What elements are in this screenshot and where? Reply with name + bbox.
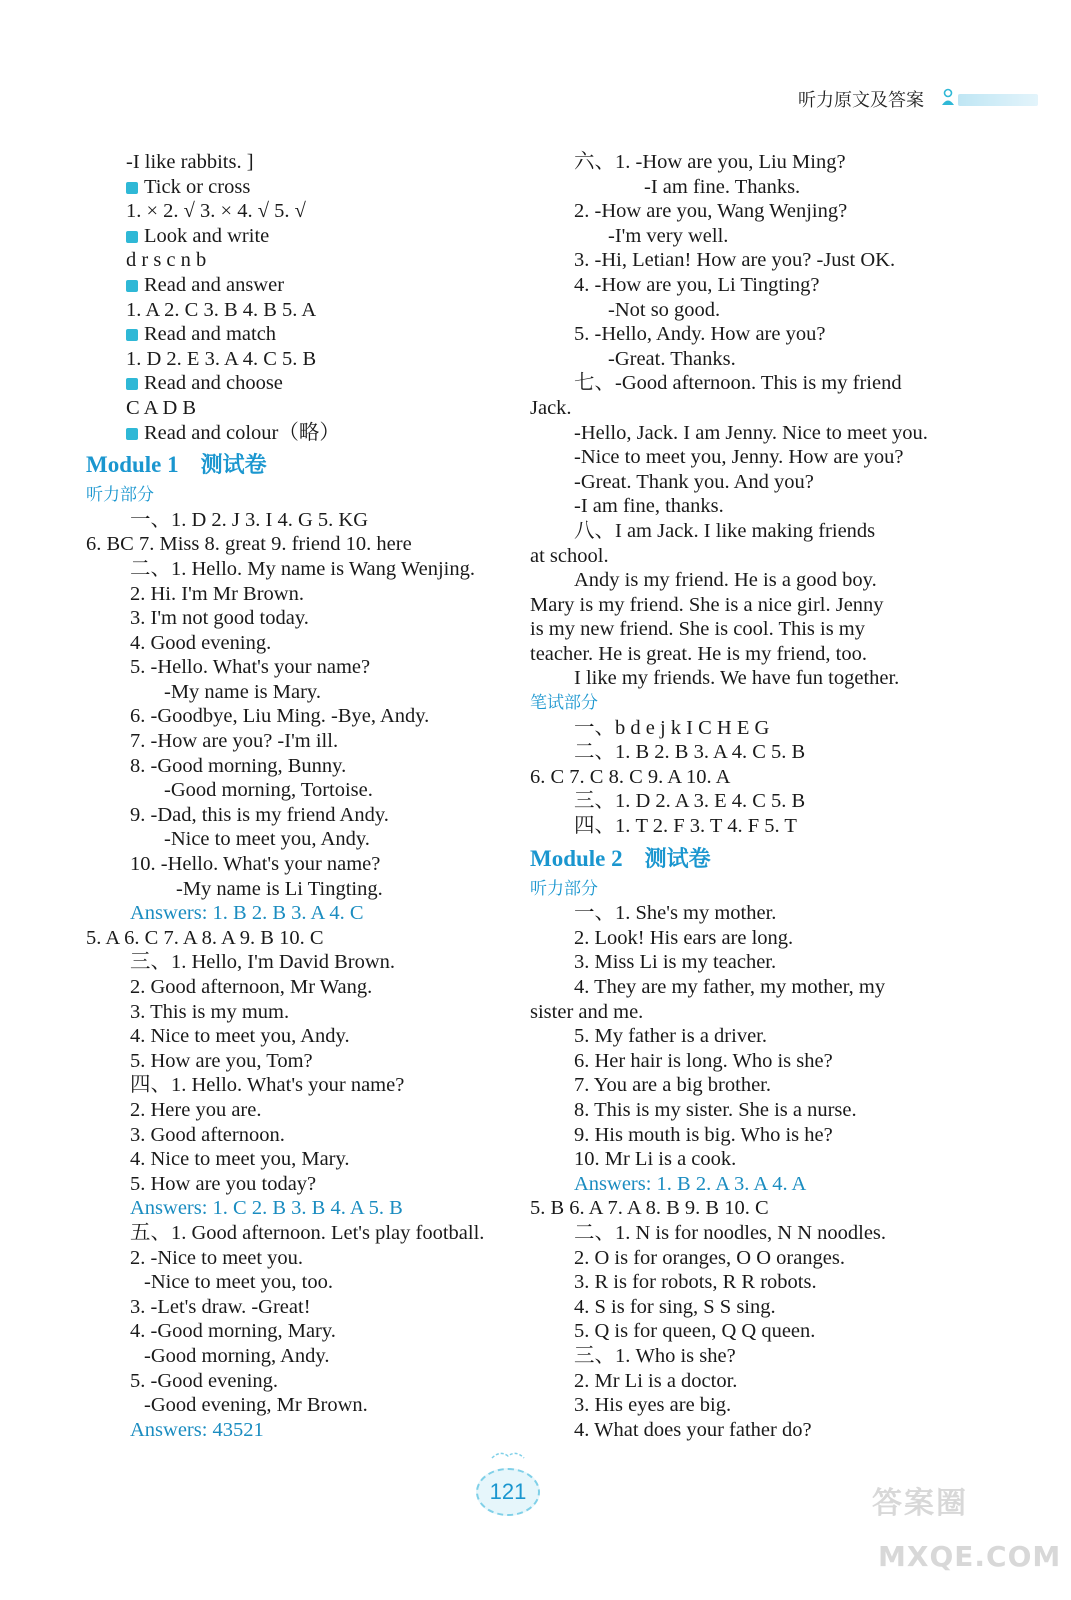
line-text: 3. Miss Li is my teacher. <box>574 951 777 974</box>
line-text: 5. A 6. C 7. A 8. A 9. B 10. C <box>86 926 324 949</box>
line-text: Answers: 1. C 2. B 3. B 4. A 5. B <box>130 1197 403 1220</box>
line-text: 4. -How are you, Li Tingting? <box>574 273 820 296</box>
line-text: 一、1. She's my mother. <box>574 902 777 925</box>
text-line <box>86 606 486 631</box>
text-line <box>530 1024 930 1049</box>
line-text: 2. -How are you, Wang Wenjing? <box>574 200 848 223</box>
text-line <box>86 347 486 372</box>
line-text: 9. His mouth is big. Who is he? <box>574 1123 833 1146</box>
text-line <box>530 1147 930 1172</box>
module-subtitle: 测试卷 <box>644 846 711 872</box>
text-line <box>530 1123 930 1148</box>
text-line <box>86 778 486 803</box>
line-text: 4. What does your father do? <box>574 1418 812 1441</box>
square-bullet-icon <box>126 378 138 390</box>
line-text: 4. They are my father, my mother, my <box>574 976 886 998</box>
line-text: 3. This is my mum. <box>130 1000 290 1023</box>
line-text: 10. -Hello. What's your name? <box>130 853 381 876</box>
line-text: 2. Good afternoon, Mr Wang. <box>130 976 373 998</box>
line-text: 1. × 2. √ 3. × 4. √ 5. √ <box>126 200 306 223</box>
text-line <box>86 1098 486 1123</box>
line-text: Tick or cross <box>144 175 251 198</box>
line-text: Answers: 1. B 2. A 3. A 4. A <box>574 1172 807 1195</box>
text-line <box>530 765 930 790</box>
line-text: 一、1. D 2. J 3. I 4. G 5. KG <box>130 508 369 531</box>
text-line <box>530 1344 930 1369</box>
text-line <box>86 1319 486 1344</box>
text-line <box>86 1270 486 1295</box>
exercise-heading <box>86 273 486 298</box>
text-line <box>86 248 486 273</box>
text-line <box>530 298 930 323</box>
line-text: 2. Mr Li is a doctor. <box>574 1369 738 1392</box>
line-text: 7. -How are you? -I'm ill. <box>130 730 339 753</box>
line-text: 5. -Hello, Andy. How are you? <box>574 323 826 346</box>
left-column <box>86 150 486 1442</box>
line-text: 三、1. D 2. A 3. E 4. C 5. B <box>574 790 806 813</box>
module-heading <box>86 447 486 483</box>
text-line <box>530 273 930 298</box>
line-text: -My name is Li Tingting. <box>176 877 383 900</box>
exercise-heading <box>86 322 486 347</box>
exercise-heading <box>86 224 486 249</box>
text-line <box>530 593 930 618</box>
line-text: -Nice to meet you, Andy. <box>164 828 370 851</box>
line-text: -Nice to meet you, Jenny. How are you? <box>574 446 904 469</box>
line-text: 四、1. T 2. F 3. T 4. F 5. T <box>574 815 797 838</box>
line-text: Read and match <box>144 323 277 346</box>
text-line <box>530 740 930 765</box>
line-text: 3. R is for robots, R R robots. <box>574 1271 817 1294</box>
module-heading <box>530 841 930 877</box>
line-text: -I'm very well. <box>608 224 729 247</box>
text-line <box>530 666 930 691</box>
text-line <box>86 1049 486 1074</box>
text-line <box>530 421 930 446</box>
watermark-logo: 答案圈 <box>872 1486 968 1521</box>
page-number-decoration-icon <box>488 1448 528 1462</box>
line-text: 六、1. -How are you, Liu Ming? <box>574 151 846 173</box>
text-line <box>530 1073 930 1098</box>
line-text: 3. Good afternoon. <box>130 1123 285 1146</box>
text-line <box>530 1270 930 1295</box>
line-text: -I am fine, thanks. <box>574 495 724 518</box>
line-text: 一、b d e j k I C H E G <box>574 716 770 739</box>
line-text: -Great. Thank you. And you? <box>574 470 814 493</box>
line-text: 八、I am Jack. I like making friends <box>574 519 876 542</box>
text-line <box>530 789 930 814</box>
line-text: -Good evening, Mr Brown. <box>144 1394 368 1417</box>
line-text: -Hello, Jack. I am Jenny. Nice to meet you. <box>574 421 928 444</box>
text-line <box>86 1123 486 1148</box>
text-line <box>530 199 930 224</box>
text-line <box>86 1147 486 1172</box>
text-line <box>86 298 486 323</box>
text-line <box>530 322 930 347</box>
text-line <box>86 1295 486 1320</box>
line-text: 3. -Hi, Letian! How are you? -Just OK. <box>574 249 896 272</box>
line-text: -Good morning, Andy. <box>144 1344 330 1367</box>
text-line <box>530 1393 930 1418</box>
text-line <box>86 532 486 557</box>
line-text: 3. His eyes are big. <box>574 1394 732 1417</box>
line-text: -I am fine. Thanks. <box>644 175 801 198</box>
answers-line <box>86 901 486 926</box>
text-line <box>530 396 930 421</box>
header-decoration-bar <box>958 94 1038 106</box>
text-line <box>86 1000 486 1025</box>
module-title: Module 2 <box>530 845 623 871</box>
text-line <box>530 1295 930 1320</box>
text-line <box>86 582 486 607</box>
section-label: 听力部分 <box>86 485 154 506</box>
text-line <box>530 175 930 200</box>
line-text: 7. You are a big brother. <box>574 1074 772 1097</box>
text-line <box>86 1369 486 1394</box>
text-line <box>530 1319 930 1344</box>
square-bullet-icon <box>126 280 138 292</box>
line-text: C A D B <box>126 396 197 419</box>
line-text: Read and answer <box>144 273 285 296</box>
line-text: 2. -Nice to meet you. <box>130 1246 304 1269</box>
text-line <box>86 396 486 421</box>
answers-line <box>86 1418 486 1443</box>
line-text: 七、-Good afternoon. This is my friend <box>574 372 902 395</box>
module-subtitle: 测试卷 <box>200 453 267 479</box>
text-line <box>86 150 486 175</box>
line-text: -My name is Mary. <box>164 680 321 703</box>
text-line <box>86 655 486 680</box>
text-line <box>86 926 486 951</box>
line-text: 6. BC 7. Miss 8. great 9. friend 10. here <box>86 533 412 556</box>
line-text: Mary is my friend. She is a nice girl. Jenny <box>530 593 884 616</box>
text-line <box>530 901 930 926</box>
line-text: 5. How are you, Tom? <box>130 1049 313 1072</box>
text-line <box>86 852 486 877</box>
text-line <box>530 347 930 372</box>
text-line <box>86 631 486 656</box>
square-bullet-icon <box>126 428 138 440</box>
line-text: 五、1. Good afternoon. Let's play football. <box>130 1221 485 1244</box>
line-text: teacher. He is great. He is my friend, too. <box>530 642 867 665</box>
text-line <box>86 1221 486 1246</box>
line-text: -Great. Thanks. <box>608 347 736 370</box>
line-text: 3. I'm not good today. <box>130 607 309 630</box>
text-line <box>530 975 930 1000</box>
text-line <box>530 1049 930 1074</box>
line-text: -Good morning, Tortoise. <box>164 779 373 802</box>
text-line <box>530 1418 930 1443</box>
line-text: 4. -Good morning, Mary. <box>130 1320 336 1343</box>
line-text: 1. D 2. E 3. A 4. C 5. B <box>126 347 317 370</box>
line-text: d r s c n b <box>126 249 207 272</box>
text-line <box>86 1073 486 1098</box>
text-line <box>530 150 930 175</box>
line-text: 5. B 6. A 7. A 8. B 9. B 10. C <box>530 1197 769 1220</box>
text-line <box>530 1246 930 1271</box>
line-text: 5. How are you today? <box>130 1172 317 1195</box>
line-text: 5. -Hello. What's your name? <box>130 656 371 679</box>
page-number: 121 <box>476 1468 540 1516</box>
text-line <box>530 814 930 839</box>
line-text: at school. <box>530 544 609 567</box>
line-text: 四、1. Hello. What's your name? <box>130 1074 405 1097</box>
text-line <box>86 1024 486 1049</box>
line-text: 三、1. Who is she? <box>574 1344 736 1367</box>
text-line <box>530 248 930 273</box>
text-line <box>86 827 486 852</box>
text-line <box>530 1000 930 1025</box>
line-text: Answers: 43521 <box>130 1418 264 1441</box>
section-label: 听力部分 <box>530 878 598 899</box>
text-line <box>86 557 486 582</box>
line-text: 4. S is for sing, S S sing. <box>574 1295 776 1318</box>
line-text: 4. Nice to meet you, Mary. <box>130 1148 350 1171</box>
line-text: 三、1. Hello, I'm David Brown. <box>130 951 396 974</box>
line-text: Andy is my friend. He is a good boy. <box>574 569 877 592</box>
line-text: 5. -Good evening. <box>130 1369 279 1392</box>
line-text: 6. C 7. C 8. C 9. A 10. A <box>530 765 731 788</box>
text-line <box>86 508 486 533</box>
line-text: -Not so good. <box>608 298 721 321</box>
square-bullet-icon <box>126 329 138 341</box>
text-line <box>86 754 486 779</box>
answers-line <box>530 1172 930 1197</box>
right-column <box>530 150 930 1442</box>
text-line <box>86 1172 486 1197</box>
square-bullet-icon <box>126 182 138 194</box>
text-line <box>530 1098 930 1123</box>
line-text: 2. Look! His ears are long. <box>574 926 794 949</box>
line-text: 2. O is for oranges, O O oranges. <box>574 1246 845 1269</box>
text-line <box>86 975 486 1000</box>
line-text: 3. -Let's draw. -Great! <box>130 1295 311 1318</box>
text-line <box>86 1344 486 1369</box>
text-line <box>530 568 930 593</box>
text-line <box>530 445 930 470</box>
text-line <box>86 877 486 902</box>
line-text: Jack. <box>530 396 572 419</box>
exercise-heading <box>86 421 486 446</box>
text-line <box>530 950 930 975</box>
person-icon <box>940 88 956 106</box>
text-line <box>86 950 486 975</box>
text-line <box>530 1221 930 1246</box>
line-text: Read and colour（略） <box>144 421 340 444</box>
text-line <box>530 371 930 396</box>
text-line <box>86 729 486 754</box>
text-line <box>530 642 930 667</box>
line-text: 8. -Good morning, Bunny. <box>130 754 347 777</box>
line-text: 10. Mr Li is a cook. <box>574 1148 737 1171</box>
line-text: 4. Nice to meet you, Andy. <box>130 1025 350 1048</box>
exercise-heading <box>86 371 486 396</box>
text-line <box>530 716 930 741</box>
line-text: is my new friend. She is cool. This is my <box>530 618 866 641</box>
text-line <box>530 617 930 642</box>
line-text: 二、1. Hello. My name is Wang Wenjing. <box>130 557 475 580</box>
text-line <box>530 926 930 951</box>
section-label: 笔试部分 <box>530 693 598 714</box>
text-line <box>530 519 930 544</box>
line-text: 6. -Goodbye, Liu Ming. -Bye, Andy. <box>130 705 430 728</box>
line-text: 6. Her hair is long. Who is she? <box>574 1049 833 1072</box>
line-text: 1. A 2. C 3. B 4. B 5. A <box>126 298 317 321</box>
watermark-url: MXQE.COM <box>878 1540 1062 1573</box>
text-line <box>86 803 486 828</box>
text-line <box>530 224 930 249</box>
text-line <box>86 704 486 729</box>
header-title: 听力原文及答案 <box>798 90 924 111</box>
answers-line <box>86 1196 486 1221</box>
text-line <box>86 680 486 705</box>
line-text: Read and choose <box>144 372 283 395</box>
module-title: Module 1 <box>86 452 179 478</box>
line-text: -I like rabbits. ] <box>126 151 254 173</box>
line-text: I like my friends. We have fun together. <box>574 667 900 690</box>
line-text: 二、1. B 2. B 3. A 4. C 5. B <box>574 741 806 764</box>
text-line <box>530 1196 930 1221</box>
line-text: 8. This is my sister. She is a nurse. <box>574 1098 857 1121</box>
line-text: 9. -Dad, this is my friend Andy. <box>130 803 389 826</box>
text-line <box>86 1393 486 1418</box>
line-text: Look and write <box>144 224 270 247</box>
line-text: 2. Hi. I'm Mr Brown. <box>130 582 304 605</box>
line-text: 4. Good evening. <box>130 631 272 654</box>
line-text: sister and me. <box>530 1000 644 1023</box>
line-text: 5. Q is for queen, Q Q queen. <box>574 1320 816 1343</box>
text-line <box>530 544 930 569</box>
square-bullet-icon <box>126 231 138 243</box>
text-line <box>530 494 930 519</box>
exercise-heading <box>86 175 486 200</box>
line-text: 2. Here you are. <box>130 1098 262 1121</box>
text-line <box>86 199 486 224</box>
line-text: Answers: 1. B 2. B 3. A 4. C <box>130 902 364 925</box>
text-line <box>530 1369 930 1394</box>
line-text: 二、1. N is for noodles, N N noodles. <box>574 1221 887 1244</box>
text-line <box>530 470 930 495</box>
line-text: 5. My father is a driver. <box>574 1025 767 1048</box>
text-line <box>86 1246 486 1271</box>
line-text: -Nice to meet you, too. <box>144 1271 334 1294</box>
